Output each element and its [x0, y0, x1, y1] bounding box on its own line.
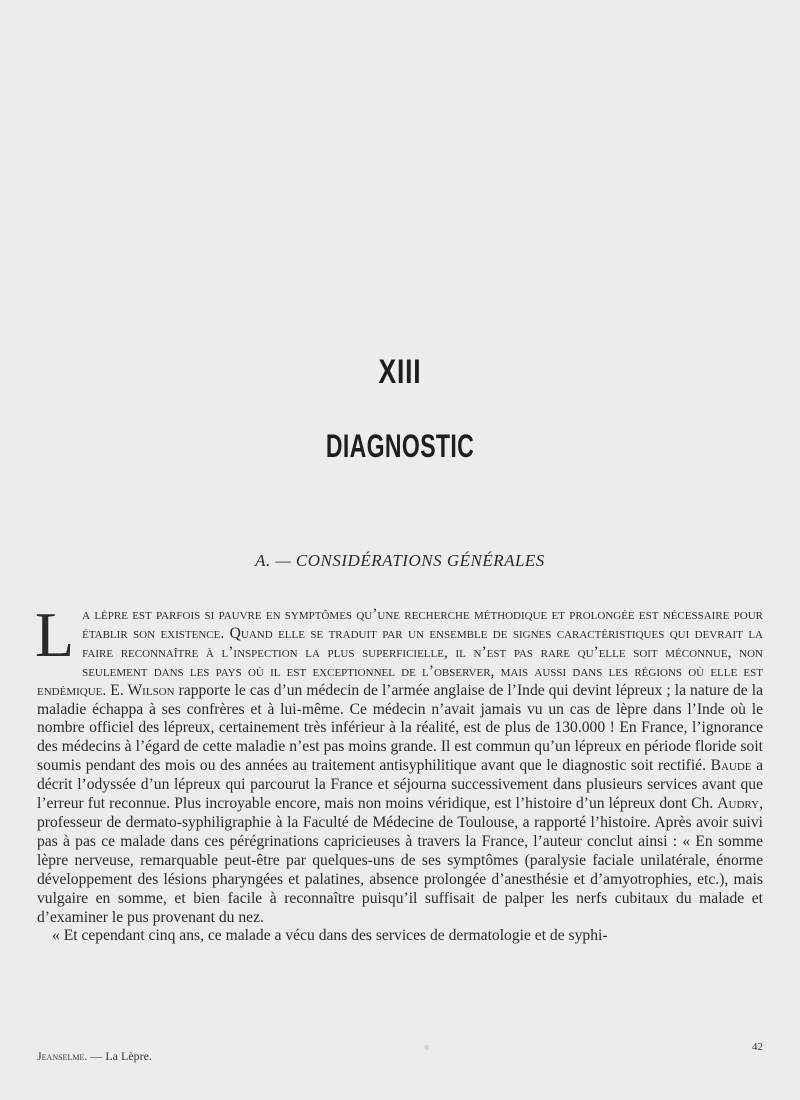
drop-cap: L	[35, 599, 75, 670]
page-number: 42	[752, 1041, 763, 1053]
paragraph: « Et cependant cinq ans, ce malade a vécu dans des services de dermatologie et de syphi-	[52, 927, 608, 945]
footer-work-title: La Lèpre.	[105, 1049, 152, 1063]
running-footer	[37, 1049, 152, 1064]
section-heading: A. — CONSIDÉRATIONS GÉNÉRALES	[255, 551, 545, 570]
paragraph-text: a décrit l’odyssée d’un lépreux qui parcourut la France et séjourna successivement dans plusieurs services avant que l’erreur fut reconnue. Plus incroyable encore, mais non moins véridique, est l’histoire d’un lépreux dont Ch.	[37, 757, 763, 813]
footer-separator: —	[87, 1049, 106, 1063]
chapter-title: DIAGNOSTIC	[325, 428, 475, 464]
chapter-number: XIII	[378, 353, 422, 391]
author-name: Wilson	[127, 681, 175, 699]
paragraph	[35, 599, 764, 927]
author-name: Audry	[717, 795, 760, 813]
paragraph-opening: a lèpre est parfois si pauvre en symptômes qu’une recherche méthodique et prolongée est nécessaire pour établir son existence. Quand elle se traduit par un ensemble de signes caractéristiques qui devrait la faire reconnaître à l’inspection la plus superficielle, il n’est pas rare qu’elle soit méconnue, non seulement dans les pays où il est exceptionnel de l’observer, mais aussi dans les régions où elle est endémique. E.	[37, 606, 763, 699]
footer-author: Jeanselme.	[37, 1049, 88, 1063]
paragraph-text: rapporte le cas d’un médecin de l’armée anglaise de l’Inde qui devint lépreux ; la nature de la maladie échappa à ses confrères et à lui-même. Ce médecin n’avait jamais vu un cas de lèpre dans l’Inde où le nombre officiel des lépreux, certainement très inférieur à la réalité, est de plus de 130.000 ! En France, l’ignorance des médecins à l’égard de cette maladie n’est pas moins grande. Il est commun qu’un lépreux en période floride soit soumis pendant des mois ou des années au traitement antisyphilitique avant que le diagnostic soit rectifié.	[37, 681, 764, 775]
author-name: Baude	[710, 757, 752, 775]
paper-speck	[424, 1045, 429, 1050]
body-text	[35, 599, 764, 946]
paragraph-text: , professeur de dermato-syphiligraphie à la Faculté de Médecine de Toulouse, a rapporté l’histoire. Après avoir suivi pas à pas ce malade dans ces pérégrinations capricieuses à travers la France, l’auteur conclut ainsi : « En somme lèpre nerveuse, remarquable peut-être par quelques-uns de ses symptômes (paralysie faciale unilatérale, énorme développement des lésions pharyngées et palatines, absence prolongée d’anesthésie et d’amyotrophies, etc.), mais vulgaire en somme, et bien facile à reconnaître puisqu’il suffisait de palper les nerfs cubitaux du malade et d’examiner le pus provenant du nez.	[37, 795, 763, 926]
